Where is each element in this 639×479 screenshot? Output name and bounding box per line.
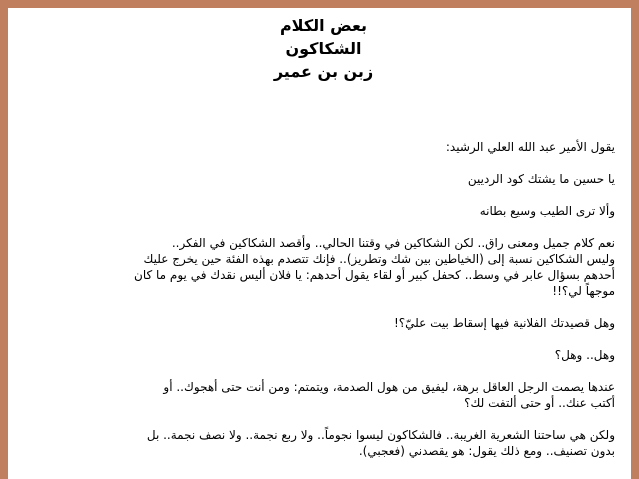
title-block bbox=[8, 14, 631, 83]
paragraph bbox=[20, 315, 615, 331]
author-name: زبن بن عمير bbox=[273, 62, 374, 81]
text-line: وهل.. وهل؟ bbox=[554, 348, 615, 362]
document-page bbox=[8, 8, 631, 479]
paragraph bbox=[20, 379, 615, 411]
text-line: وألا ترى الطيب وسيع بطانه bbox=[479, 204, 615, 218]
paragraph bbox=[20, 427, 615, 459]
text-line: نعم كلام جميل ومعنى راق.. لكن الشكاكين في وقتنا الحالي.. وأقصد الشكاكين في الفكر.. bbox=[171, 236, 615, 250]
text-line: ولكن هي ساحتنا الشعرية الغريبة.. فالشكاكون ليسوا نجوماً.. ولا ربع نجمة.. ولا نصف نجمة.. بل bbox=[146, 428, 615, 442]
text-line: عندها يصمت الرجل العاقل برهة، ليفيق من هول الصدمة، ويتمتم: ومن أنت حتى أهجوك.. أو bbox=[163, 380, 615, 394]
text-line: أكتب عنك.. أو حتى ألتفت لك؟ bbox=[464, 396, 615, 410]
article-title: الشكاكون bbox=[285, 39, 362, 58]
text-line: يقول الأمير عبد الله العلي الرشيد: bbox=[445, 140, 615, 154]
text-line: أحدهم بسؤال عابر في وسط.. كحفل كبير أو لقاء يقول أحدهم: يا فلان أليس نقدك في يوم ما كان bbox=[134, 268, 615, 282]
poem-line bbox=[20, 171, 615, 187]
text-line: وليس الشكاكين نسبة إلى (الخياطين بين شك وتطريز).. فإنك تتصدم بهذه الفئة حين يخرج عليك bbox=[143, 252, 615, 266]
poem-line bbox=[20, 203, 615, 219]
paragraph bbox=[20, 139, 615, 155]
column-title: بعض الكلام bbox=[279, 16, 368, 35]
text-line: يا حسين ما يشتك كود الرديين bbox=[467, 172, 615, 186]
paragraph bbox=[20, 235, 615, 299]
text-line: موجهاً لي؟!! bbox=[552, 284, 615, 298]
text-line: وهل قصيدتك الفلانية فيها إسقاط بيت عليّ؟! bbox=[393, 316, 615, 330]
text-line: بدون تصنيف.. ومع ذلك يقول: هو يقصدني (فعجبي). bbox=[358, 444, 615, 458]
paragraph bbox=[20, 347, 615, 363]
article-body bbox=[20, 139, 615, 475]
